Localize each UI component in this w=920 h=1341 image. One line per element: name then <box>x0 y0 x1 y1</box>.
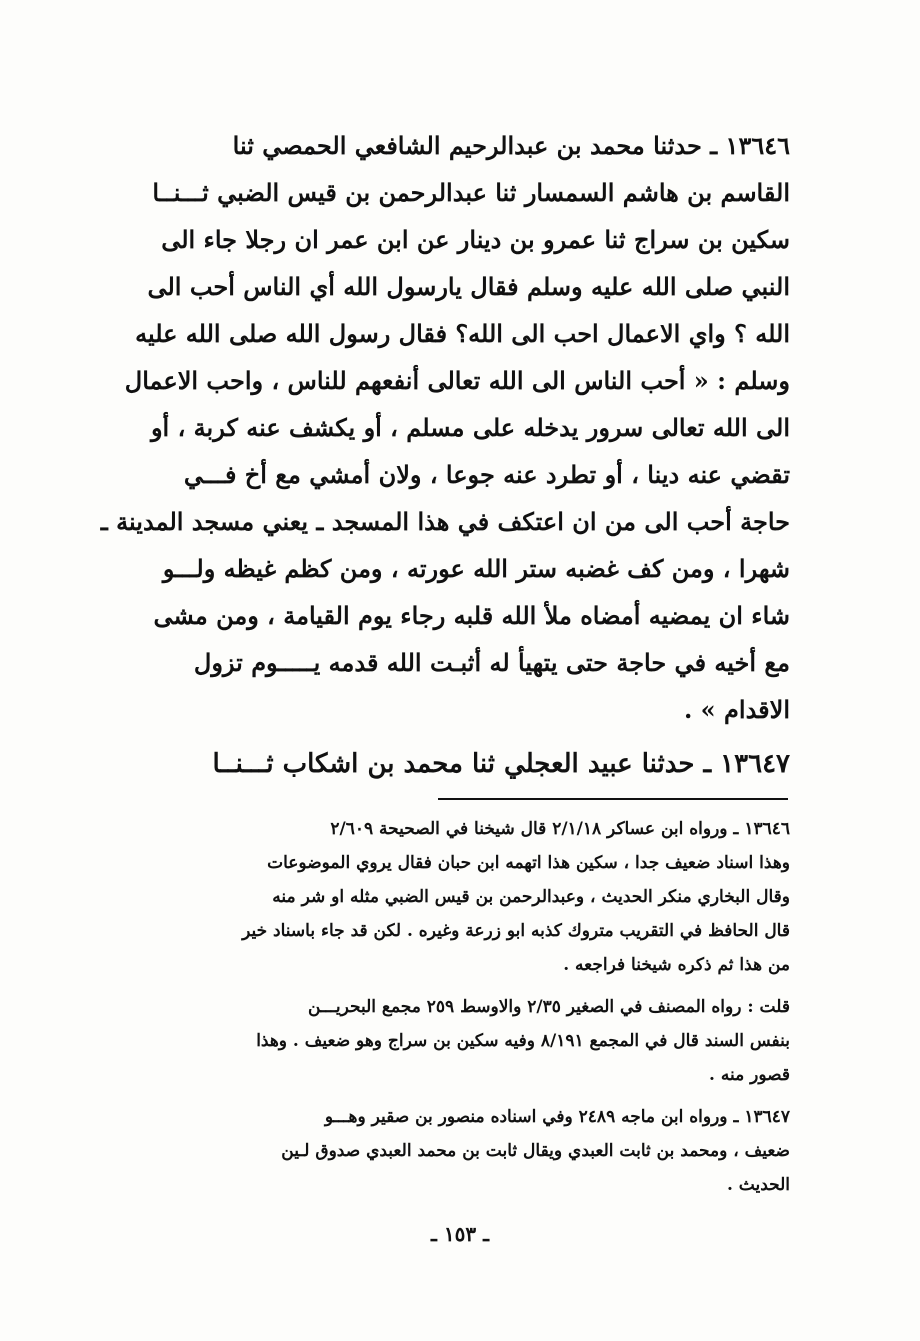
footnote <box>88 1100 790 1202</box>
main-text-line: حاجة أحب الى من ان اعتكف في هذا المسجد ـ يعني مسجد المدينة ـ <box>100 507 790 536</box>
main-text-line: مع أخيه في حاجة حتى يتهيأ له أثبـت الله قدمه يـــــوم تزول <box>193 648 790 677</box>
main-text-line: النبي صلى الله عليه وسلم فقال يارسول الله أي الناس أحب الى <box>147 272 790 301</box>
main-text-line: وسلم : « أحب الناس الى الله تعالى أنفعهم للناس ، واحب الاعمال <box>124 366 790 395</box>
footnote-line: قصور منه . <box>709 1065 790 1085</box>
footnotes <box>88 812 790 1210</box>
main-text-line: الاقدام » . <box>683 695 790 724</box>
footnote-line: وهذا اسناد ضعيف جدا ، سكين هذا اتهمه ابن حبان فقال يروي الموضوعات <box>267 853 790 873</box>
main-text-line: شهرا ، ومن كف غضبه ستر الله عورته ، ومن كظم غيظه ولـــو <box>162 554 790 583</box>
main-text-line: الى الله تعالى سرور يدخله على مسلم ، أو يكشف عنه كربة ، أو <box>150 413 790 442</box>
main-text-line: القاسم بن هاشم السمسار ثنا عبدالرحمن بن قيس الضبي ثـــنــا <box>152 178 790 207</box>
footnote-line: الحديث . <box>726 1175 790 1195</box>
footnote-line: ١٣٦٤٧ ـ ورواه ابن ماجه ٢٤٨٩ وفي اسناده منصور بن صقير وهـــو <box>324 1107 790 1127</box>
footnote-line: من هذا ثم ذكره شيخنا فراجعه . <box>563 955 790 975</box>
footnote-line: ضعيف ، ومحمد بن ثابت العبدي ويقال ثابت بن محمد العبدي صدوق لـين <box>281 1141 790 1161</box>
footnote-line: قلت : رواه المصنف في الصغير ٢/٣٥ والاوسط ٢٥٩ مجمع البحريـــن <box>307 997 790 1017</box>
footnote-line: وقال البخاري منكر الحديث ، وعبدالرحمن بن قيس الضبي مثله او شر منه <box>272 887 790 907</box>
footnote <box>88 812 790 982</box>
main-text-line: سكين بن سراج ثنا عمرو بن دينار عن ابن عمر ان رجلا جاء الى <box>161 225 790 254</box>
main-text-line: شاء ان يمضيه أمضاه ملأ الله قلبه رجاء يوم القيامة ، ومن مشى <box>153 601 790 630</box>
footnote-line: بنفس السند قال في المجمع ٨/١٩١ وفيه سكين بن سراج وهو ضعيف . وهذا <box>256 1031 790 1051</box>
footnote <box>88 990 790 1092</box>
main-text-line: تقضي عنه دينا ، أو تطرد عنه جوعا ، ولان أمشي مع أخ فـــي <box>183 460 790 489</box>
hadith-heading: ١٣٦٤٧ ـ حدثنا عبيد العجلي ثنا محمد بن اشكاب ثـــنــا <box>212 749 790 779</box>
footnote-line: ١٣٦٤٦ ـ ورواه ابن عساكر ٢/١/١٨ قال شيخنا في الصحيحة ٢/٦٠٩ <box>330 819 790 839</box>
main-text-line: الله ؟ واي الاعمال احب الى الله؟ فقال رسول الله صلى الله عليه <box>135 319 790 348</box>
main-text <box>88 122 790 733</box>
footnote-divider <box>438 798 788 800</box>
footnote-line: قال الحافظ في التقريب متروك كذبه ابو زرعة وغيره . لكن قد جاء باسناد خير <box>242 921 790 941</box>
page-number: ـ ١٥٣ ـ <box>431 1222 489 1246</box>
main-text-line: ١٣٦٤٦ ـ حدثنا محمد بن عبدالرحيم الشافعي الحمصي ثنا <box>232 131 790 160</box>
